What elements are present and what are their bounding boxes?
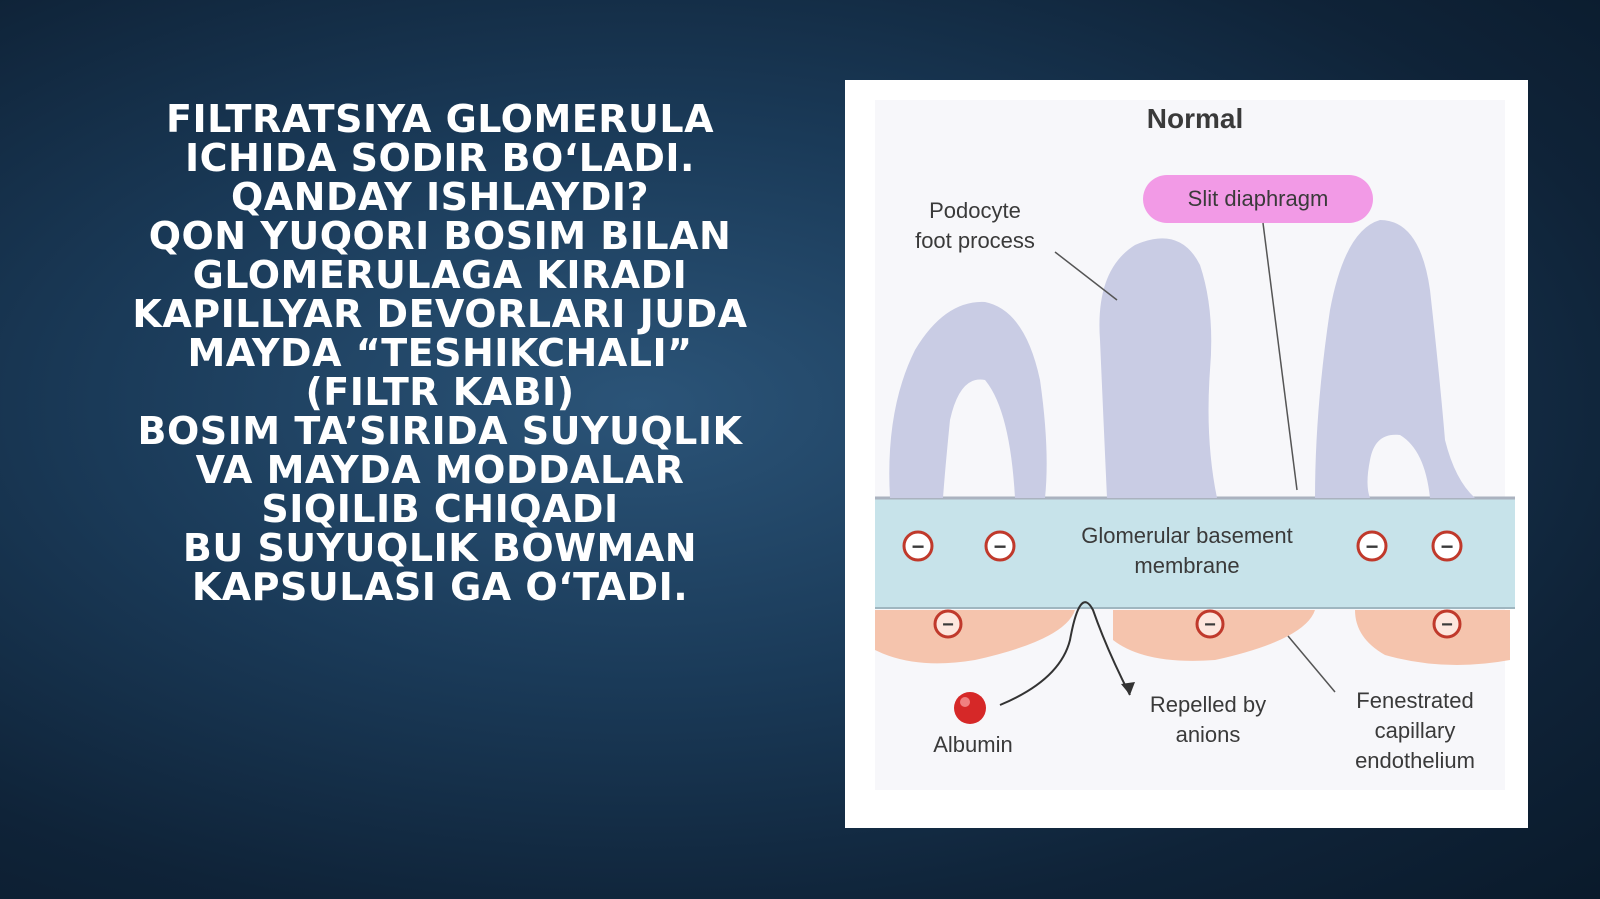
text-line: QANDAY ISHLAYDI? <box>230 175 650 219</box>
podocyte-foot-process <box>1099 238 1217 498</box>
svg-text:−: − <box>911 534 925 559</box>
text-line: FILTRATSIYA GLOMERULA ICHIDA SODIR BO‘LADI. <box>166 97 714 180</box>
slide-body-text <box>120 97 760 609</box>
fenestrated-label-line2: capillary <box>1374 718 1456 743</box>
text-line: BU SUYUQLIK BOWMAN KAPSULASI GA O‘TADI. <box>182 526 698 609</box>
anion-marker <box>1433 532 1461 560</box>
svg-text:−: − <box>1365 534 1379 559</box>
fenestrated-label-line3: endothelium <box>1355 748 1475 773</box>
svg-text:−: − <box>1441 614 1453 636</box>
anion-marker <box>1358 532 1386 560</box>
albumin-molecule <box>954 692 986 724</box>
anion-marker <box>986 532 1014 560</box>
albumin-label: Albumin <box>933 732 1013 757</box>
diagram-svg <box>845 80 1528 828</box>
repelled-label-line1: Repelled by <box>1149 692 1267 717</box>
anion-marker <box>1434 611 1460 637</box>
glomerular-filtration-figure <box>845 80 1528 828</box>
repelled-label-line2: anions <box>1175 722 1241 747</box>
anion-marker <box>1197 611 1223 637</box>
svg-text:−: − <box>1204 614 1216 636</box>
podocyte-label-line2: foot process <box>915 228 1035 253</box>
text-line: QON YUQORI BOSIM BILAN GLOMERULAGA KIRADI <box>148 214 732 297</box>
svg-text:−: − <box>1440 534 1454 559</box>
podocyte-label-line1: Podocyte <box>929 198 1021 223</box>
text-line: BOSIM TA’SIRIDA SUYUQLIK VA MAYDA MODDALAR SIQILIB CHIQADI <box>137 409 743 531</box>
anion-marker <box>904 532 932 560</box>
anion-marker <box>935 611 961 637</box>
endothelium-layer <box>875 610 1510 665</box>
slit-diaphragm-label: Slit diaphragm <box>1187 186 1329 211</box>
fenestrated-label-line1: Fenestrated <box>1356 688 1474 713</box>
svg-text:−: − <box>942 614 954 636</box>
text-line: KAPILLYAR DEVORLARI JUDA MAYDA “TESHIKCHALI” (FILTR KABI) <box>132 292 748 414</box>
gbm-label-line1: Glomerular basement <box>1081 523 1293 548</box>
figure-title: Normal <box>1146 103 1244 134</box>
gbm-label-line2: membrane <box>1134 553 1240 578</box>
svg-text:−: − <box>993 534 1007 559</box>
